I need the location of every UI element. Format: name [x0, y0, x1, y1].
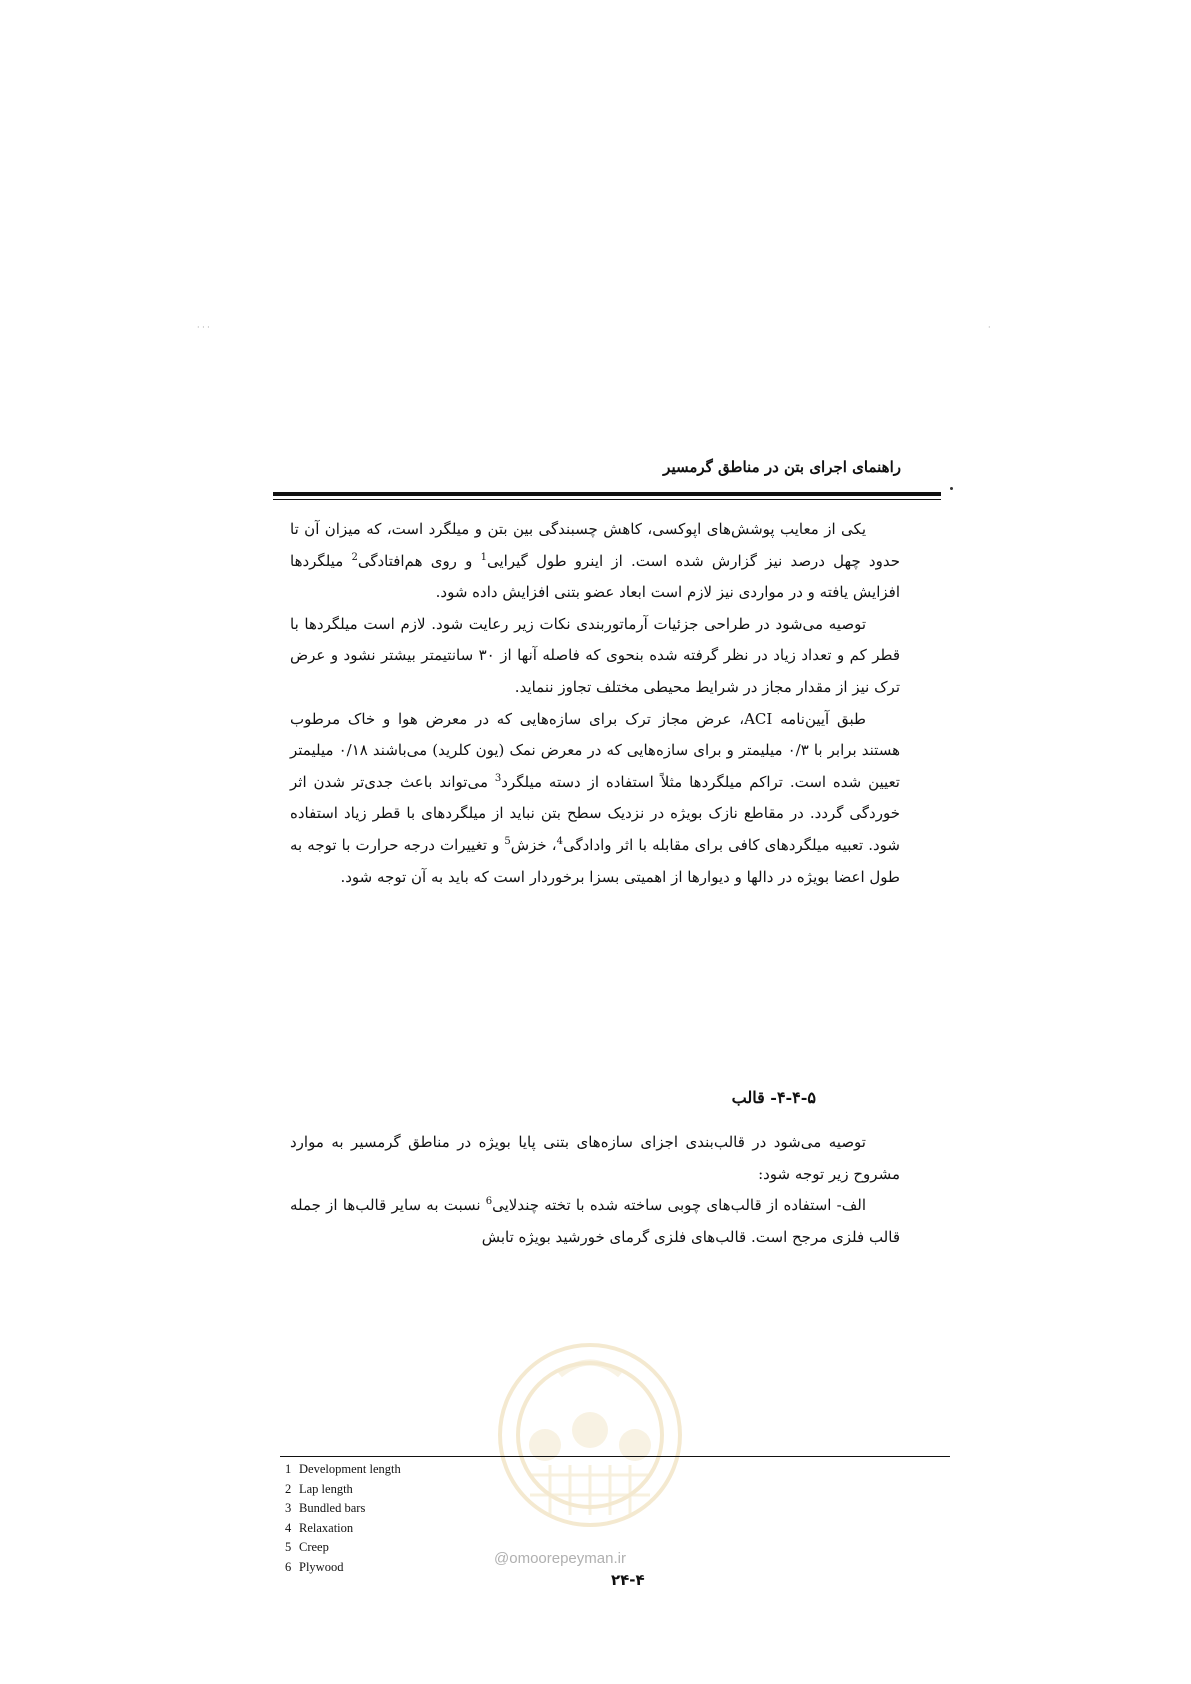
- footnote-rule: [280, 1456, 950, 1457]
- watermark-site: @omoorepeyman.ir: [494, 1550, 626, 1567]
- footnote-ref: 4: [556, 835, 563, 847]
- footnote-text: Plywood: [299, 1559, 344, 1574]
- paragraph-text: یکی از معایب پوشش‌های اپوکسی، کاهش چسبندگی بین بتن و میلگرد است، که میزان آن تا حدود چهل درصد نیز گزارش شده است. از اینرو طول گیرایی: [290, 520, 901, 570]
- footnote-item: [285, 1538, 401, 1558]
- paragraph-text: و روی هم‌افتادگی: [357, 551, 473, 570]
- footnote-ref: 6: [485, 1196, 493, 1208]
- footnote-ref: 1: [480, 551, 487, 563]
- footnote-item: [285, 1480, 401, 1500]
- footnote-text: Bundled bars: [299, 1501, 366, 1515]
- paragraph: [290, 704, 900, 894]
- footnote-number: 3: [285, 1501, 292, 1515]
- paragraph-text: نسبت به سایر قالب‌ها از جمله قالب فلزی مرجح است. قالب‌های فلزی گرمای خورشید بویژه تابش: [290, 1196, 900, 1246]
- footnote-number: 1: [285, 1462, 292, 1476]
- running-header: راهنمای اجرای بتن در مناطق گرمسیر: [663, 458, 901, 476]
- footnote-ref: 5: [504, 835, 511, 847]
- scan-speck: ·: [988, 323, 991, 332]
- paragraph-text: میلگردها افزایش یافته و در مواردی نیز لازم است ابعاد عضو بتنی افزایش داده شود.: [290, 551, 900, 602]
- watermark-logo: [490, 1335, 690, 1550]
- paragraph: [290, 609, 900, 704]
- footnote-item: [285, 1558, 401, 1578]
- paragraph-text: توصیه می‌شود در قالب‌بندی اجزای سازه‌های بتنی پایا بویژه در مناطق گرمسیر به موارد مشروح زیر توجه شود:: [290, 1133, 900, 1183]
- header-rule-thin: [273, 499, 941, 500]
- paragraph-text: الف- استفاده از قالب‌های چوبی ساخته شده با تخته چندلایی: [492, 1196, 866, 1215]
- scan-dot: [950, 487, 953, 490]
- paragraph: [290, 1190, 900, 1253]
- header-rule-thick: [273, 492, 941, 496]
- footnote-text: Relaxation: [299, 1520, 354, 1535]
- section-body: [290, 1127, 900, 1253]
- footnote-number: 4: [285, 1520, 292, 1535]
- footnote-text: Creep: [299, 1540, 329, 1554]
- footnote-number: 5: [285, 1540, 292, 1554]
- section-heading: ۴-۴-۵- قالب: [731, 1088, 816, 1107]
- paragraph-text: طبق آیین‌نامه ACI، عرض مجاز ترک برای سازه‌هایی که در معرض هوا و خاک مرطوب هستند برابر با ۰/۳ میلیمتر و برای سازه‌هایی که در معرض نمک (یون کلرید) می‌باشند ۰/۱۸ میلیمتر تعیین شده است. تراکم میلگردها مثلاً استفاده از دسته میلگرد: [290, 709, 901, 791]
- footnotes: [285, 1460, 401, 1577]
- footnote-ref: 2: [351, 551, 358, 563]
- footnote-text: Development length: [299, 1462, 401, 1476]
- paragraph: [290, 514, 900, 609]
- footnote-number: 6: [285, 1559, 292, 1574]
- paragraph-text: و تغییرات درجه حرارت با توجه به طول اعضا بویژه در دالها و دیوارها از اهمیتی بسزا برخوردار است که باید به آن توجه شود.: [290, 835, 900, 886]
- footnote-item: [285, 1519, 401, 1539]
- body-text: [290, 514, 900, 893]
- scan-speck: · · ·: [197, 323, 210, 332]
- paragraph-text: ، خزش: [510, 835, 557, 854]
- footnote-number: 2: [285, 1481, 292, 1496]
- paragraph-text: می‌تواند باعث جدی‌تر شدن اثر خوردگی گردد. در مقاطع نازک بویژه در نزدیک سطح بتن نباید از میلگردهای با قطر زیاد استفاده شود. تعبیه میلگردهای کافی برای مقابله با اثر وادادگی: [290, 772, 900, 854]
- paragraph: [290, 1127, 900, 1190]
- footnote-ref: 3: [494, 772, 502, 784]
- page-number: ۲۴-۴: [611, 1571, 645, 1589]
- footnote-item: [285, 1499, 401, 1519]
- footnote-item: [285, 1460, 401, 1480]
- paragraph-text: توصیه می‌شود در طراحی جزئیات آرماتوربندی نکات زیر رعایت شود. لازم است میلگردها با قطر کم و تعداد زیاد در نظر گرفته شده بنحوی که فاصله آنها از ۳۰ سانتیمتر بیشتر نشود و عرض ترک نیز از مقدار مجاز در شرایط محیطی مختلف تجاوز ننماید.: [290, 614, 901, 696]
- footnote-text: Lap length: [299, 1481, 353, 1496]
